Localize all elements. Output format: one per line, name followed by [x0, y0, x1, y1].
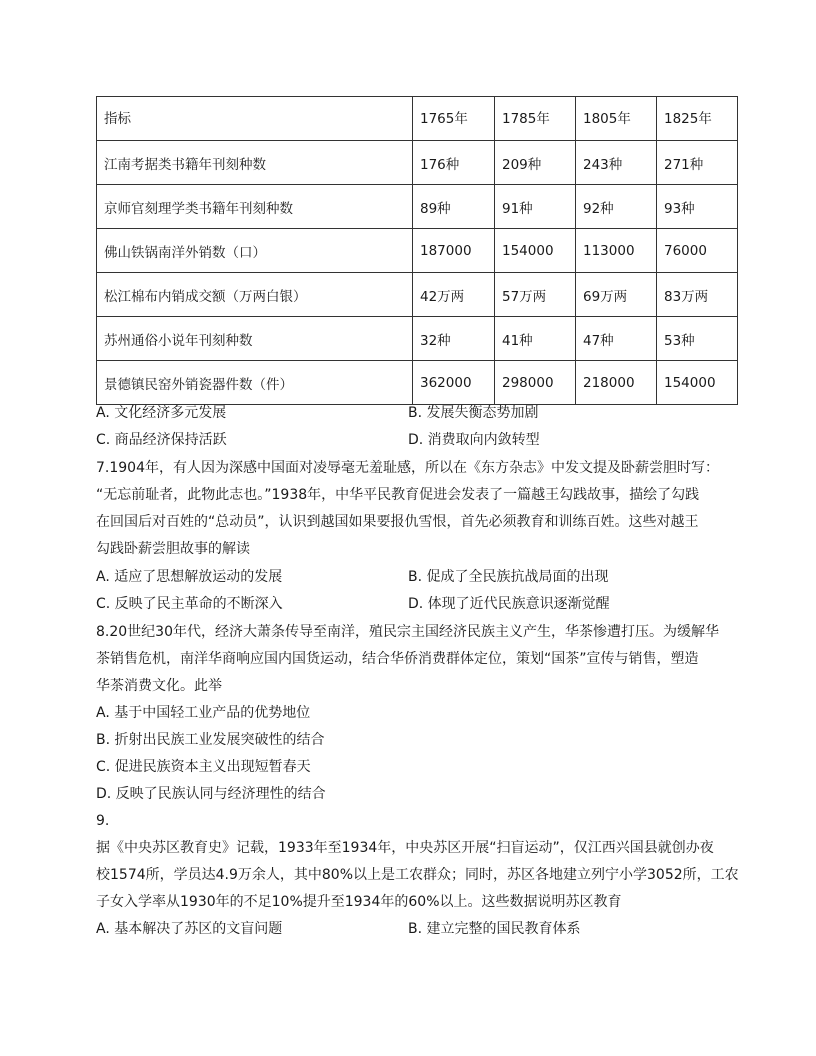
q7-stem-line: 7.1904年，有人因为深感中国面对凌辱毫无羞耻感，所以在《东方杂志》中发文提及卧薪尝胆时写： [96, 460, 719, 476]
table-cell: 298000 [495, 361, 576, 405]
table-cell: 92种 [576, 185, 657, 229]
table-header-cell: 1805年 [576, 97, 657, 141]
table-cell: 154000 [657, 361, 738, 405]
q8-option-a: A. 基于中国轻工业产品的优势地位 [96, 705, 311, 721]
table-cell: 89种 [413, 185, 495, 229]
table-cell: 209种 [495, 141, 576, 185]
q7-option-a: A. 适应了思想解放运动的发展 [96, 569, 283, 585]
table-cell: 362000 [413, 361, 495, 405]
q7-option-c: C. 反映了民主革命的不断深入 [96, 596, 283, 612]
q6-option-b: B. 发展失衡态势加剧 [408, 405, 539, 421]
q8-stem-line: 茶销售危机，南洋华商响应国内国货运动，结合华侨消费群体定位，策划“国茶”宣传与销售，塑造 [96, 651, 699, 667]
q8-stem-line: 8.20世纪30年代，经济大萧条传导至南洋，殖民宗主国经济民族主义产生，华茶惨遭打压。为缓解华 [96, 624, 719, 640]
table-cell: 243种 [576, 141, 657, 185]
table-row [97, 229, 738, 273]
table-row [97, 185, 738, 229]
table-header-row [97, 97, 738, 141]
table-cell: 苏州通俗小说年刊刻种数 [97, 317, 413, 361]
q9-option-b: B. 建立完整的国民教育体系 [408, 921, 581, 937]
table-header-cell: 1825年 [657, 97, 738, 141]
table-cell: 91种 [495, 185, 576, 229]
q7-stem-line: 勾践卧薪尝胆故事的解读 [96, 541, 250, 557]
table-cell: 47种 [576, 317, 657, 361]
q9-stem-line: 据《中央苏区教育史》记载，1933年至1934年，中央苏区开展“扫盲运动”，仅江西兴国县就创办夜 [96, 840, 714, 856]
q6-option-d: D. 消费取向内敛转型 [408, 432, 540, 448]
table-header-cell: 指标 [97, 97, 413, 141]
q6-option-c: C. 商品经济保持活跃 [96, 432, 227, 448]
q8-option-d: D. 反映了民族认同与经济理性的结合 [96, 786, 326, 802]
table-cell: 京师官刻理学类书籍年刊刻种数 [97, 185, 413, 229]
table-cell: 113000 [576, 229, 657, 273]
q6-option-a: A. 文化经济多元发展 [96, 405, 227, 421]
table-row [97, 273, 738, 317]
table-cell: 32种 [413, 317, 495, 361]
table-cell: 176种 [413, 141, 495, 185]
table-row [97, 361, 738, 405]
table-cell: 41种 [495, 317, 576, 361]
data-table [96, 96, 738, 405]
q7-stem-line: 在回国后对百姓的“总动员”，认识到越国如果要报仇雪恨，首先必须教育和训练百姓。这些对越王 [96, 514, 699, 530]
q7-stem-line: “无忘前耻者，此物此志也。”1938年，中华平民教育促进会发表了一篇越王勾践故事，描绘了勾践 [96, 487, 700, 503]
q9-number: 9. [96, 813, 110, 829]
q8-option-c: C. 促进民族资本主义出现短暂春天 [96, 759, 311, 775]
table-cell: 江南考据类书籍年刊刻种数 [97, 141, 413, 185]
table-cell: 57万两 [495, 273, 576, 317]
table-cell: 271种 [657, 141, 738, 185]
q9-stem-line: 子女入学率从1930年的不足10%提升至1934年的60%以上。这些数据说明苏区教育 [96, 894, 622, 910]
table-row [97, 141, 738, 185]
table-cell: 景德镇民窑外销瓷器件数（件） [97, 361, 413, 405]
table-cell: 53种 [657, 317, 738, 361]
table-cell: 松江棉布内销成交额（万两白银） [97, 273, 413, 317]
table-header-cell: 1765年 [413, 97, 495, 141]
q8-stem-line: 华茶消费文化。此举 [96, 678, 222, 694]
table-cell: 187000 [413, 229, 495, 273]
table-row [97, 317, 738, 361]
q9-stem-line: 校1574所，学员达4.9万余人，其中80%以上是工农群众；同时，苏区各地建立列宁小学3052所，工农 [96, 867, 739, 883]
q7-option-d: D. 体现了近代民族意识逐渐觉醒 [408, 596, 610, 612]
q7-option-b: B. 促成了全民族抗战局面的出现 [408, 569, 609, 585]
table-header-cell: 1785年 [495, 97, 576, 141]
table-cell: 69万两 [576, 273, 657, 317]
table-cell: 93种 [657, 185, 738, 229]
table-cell: 218000 [576, 361, 657, 405]
table-cell: 76000 [657, 229, 738, 273]
q8-option-b: B. 折射出民族工业发展突破性的结合 [96, 732, 325, 748]
table-cell: 83万两 [657, 273, 738, 317]
q9-option-a: A. 基本解决了苏区的文盲问题 [96, 921, 283, 937]
table-cell: 佛山铁锅南洋外销数（口） [97, 229, 413, 273]
table-cell: 42万两 [413, 273, 495, 317]
table-cell: 154000 [495, 229, 576, 273]
